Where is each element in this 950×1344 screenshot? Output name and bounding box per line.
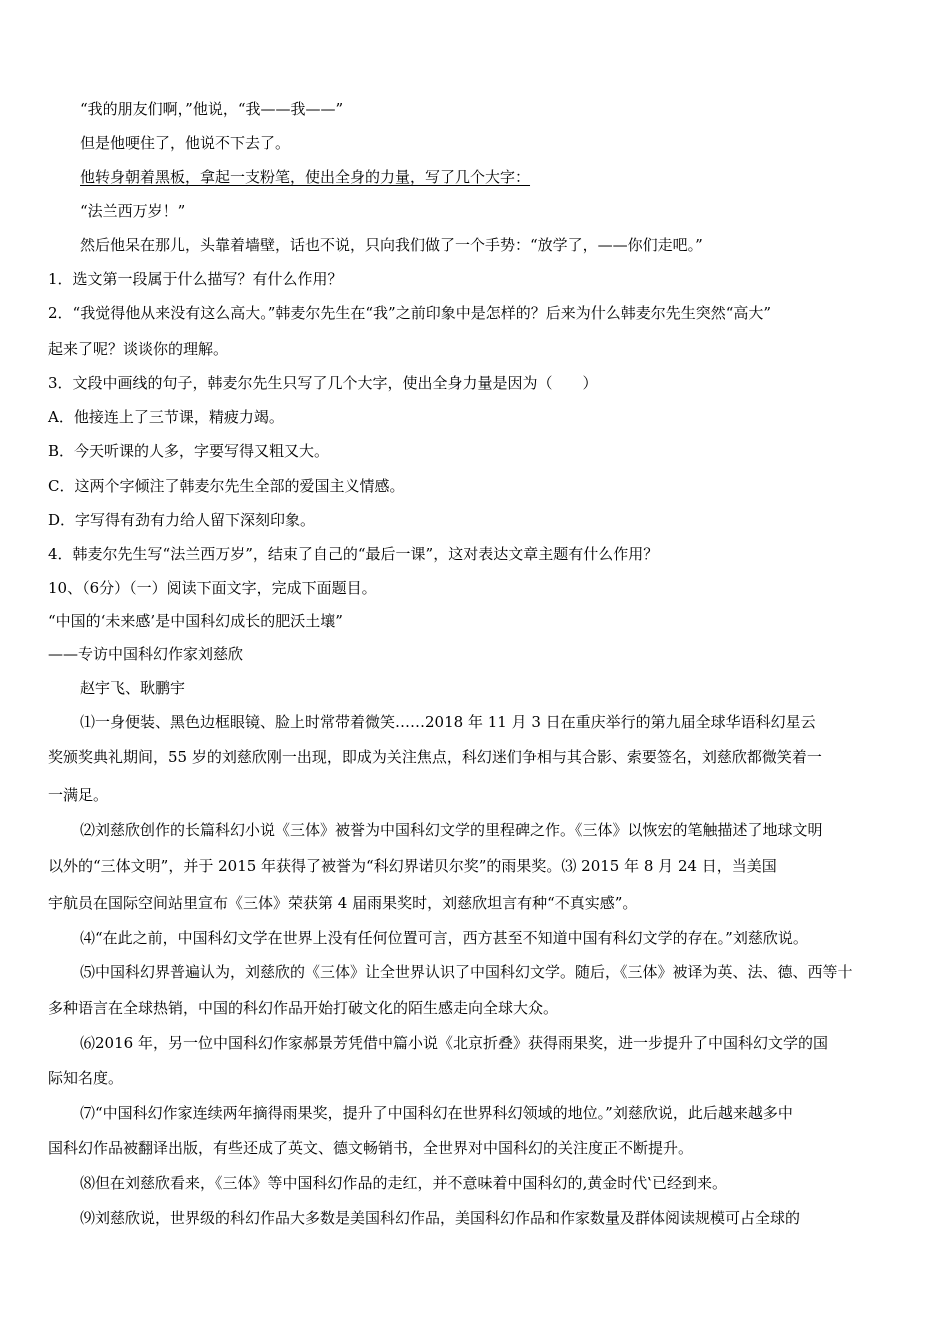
article-paragraph: ⑵刘慈欣创作的长篇科幻小说《三体》被誉为中国科幻文学的里程碑之作。《三体》以恢宏的笔触描述了地球文明 (80, 821, 823, 839)
article-title: “中国的‘未来感’是中国科幻成长的肥沃土壤” (48, 612, 343, 630)
question-4: 4．韩麦尔先生写“法兰西万岁”，结束了自己的“最后一课”，这对表达文章主题有什么作用？ (48, 545, 659, 563)
question-2-continued: 起来了呢？谈谈你的理解。 (48, 340, 229, 358)
question-1: 1．选文第一段属于什么描写？有什么作用？ (48, 270, 343, 288)
article-paragraph: 宇航员在国际空间站里宣布《三体》荣获第 4 届雨果奖时，刘慈欣坦言有种“不真实感”。 (48, 894, 638, 912)
article-paragraph: 一满足。 (48, 786, 109, 804)
article-paragraph: ⑴一身便装、黑色边框眼镜、脸上时常带着微笑……2018 年 11 月 3 日在重庆举行的第九届全球华语科幻星云 (80, 713, 816, 731)
article-paragraph: ⑻但在刘慈欣看来，《三体》等中国科幻作品的走红，并不意味着中国科幻的‚黄金时代‛已经到来。 (80, 1174, 728, 1192)
excerpt-paragraph: “我的朋友们啊，”他说，“我——我——” (80, 100, 344, 118)
article-paragraph: ⑷“在此之前，中国科幻文学在世界上没有任何位置可言，西方甚至不知道中国有科幻文学的存在。”刘慈欣说。 (80, 929, 808, 947)
article-paragraph: ⑼刘慈欣说，世界级的科幻作品大多数是美国科幻作品，美国科幻作品和作家数量及群体阅读规模可占全球的 (80, 1209, 801, 1227)
underlined-sentence: 他转身朝着黑板，拿起一支粉笔，使出全身的力量，写了几个大字： (80, 168, 531, 186)
excerpt-paragraph: “法兰西万岁！” (80, 202, 186, 220)
question-3: 3．文段中画线的句子，韩麦尔先生只写了几个大字，使出全身力量是因为（ ） (48, 374, 598, 392)
article-authors: 赵宇飞、耿鹏宇 (80, 679, 186, 697)
excerpt-paragraph: 然后他呆在那儿，头靠着墙壁，话也不说，只向我们做了一个手势：“放学了，——你们走吧。” (80, 236, 703, 254)
option-b: B．今天听课的人多，字要写得又粗又大。 (48, 442, 330, 460)
article-subtitle: ——专访中国科幻作家刘慈欣 (48, 645, 244, 663)
article-paragraph: 国科幻作品被翻译出版，有些还成了英文、德文畅销书，全世界对中国科幻的关注度正不断提升。 (48, 1139, 694, 1157)
section-heading: 10、（6分）（一）阅读下面文字，完成下面题目。 (48, 579, 377, 597)
article-paragraph: ⑺“中国科幻作家连续两年摘得雨果奖，提升了中国科幻在世界科幻领域的地位。”刘慈欣说，此后越来越多中 (80, 1104, 793, 1122)
option-d: D．字写得有劲有力给人留下深刻印象。 (48, 511, 316, 529)
excerpt-paragraph: 但是他哽住了，他说不下去了。 (80, 134, 291, 152)
article-paragraph: 以外的“三体文明”，并于 2015 年获得了被誉为“科幻界诺贝尔奖”的雨果奖。⑶ 2015 年 8 月 24 日，当美国 (48, 857, 777, 875)
article-paragraph: ⑹2016 年，另一位中国科幻作家郝景芳凭借中篇小说《北京折叠》获得雨果奖，进一步提升了中国科幻文学的国 (80, 1034, 828, 1052)
option-a: A．他接连上了三节课，精疲力竭。 (48, 408, 284, 426)
article-paragraph: 奖颁奖典礼期间，55 岁的刘慈欣刚一出现，即成为关注焦点，科幻迷们争相与其合影、索要签名，刘慈欣都微笑着一 (48, 748, 822, 766)
question-2: 2．“我觉得他从来没有这么高大。”韩麦尔先生在“我”之前印象中是怎样的？后来为什么韩麦尔先生突然“高大” (48, 304, 772, 322)
article-paragraph: 多种语言在全球热销，中国的科幻作品开始打破文化的陌生感走向全球大众。 (48, 999, 559, 1017)
option-c: C．这两个字倾注了韩麦尔先生全部的爱国主义情感。 (48, 477, 405, 495)
article-paragraph: 际知名度。 (48, 1069, 124, 1087)
article-paragraph: ⑸中国科幻界普遍认为，刘慈欣的《三体》让全世界认识了中国科幻文学。随后，《三体》被译为英、法、德、西等十 (80, 963, 853, 981)
